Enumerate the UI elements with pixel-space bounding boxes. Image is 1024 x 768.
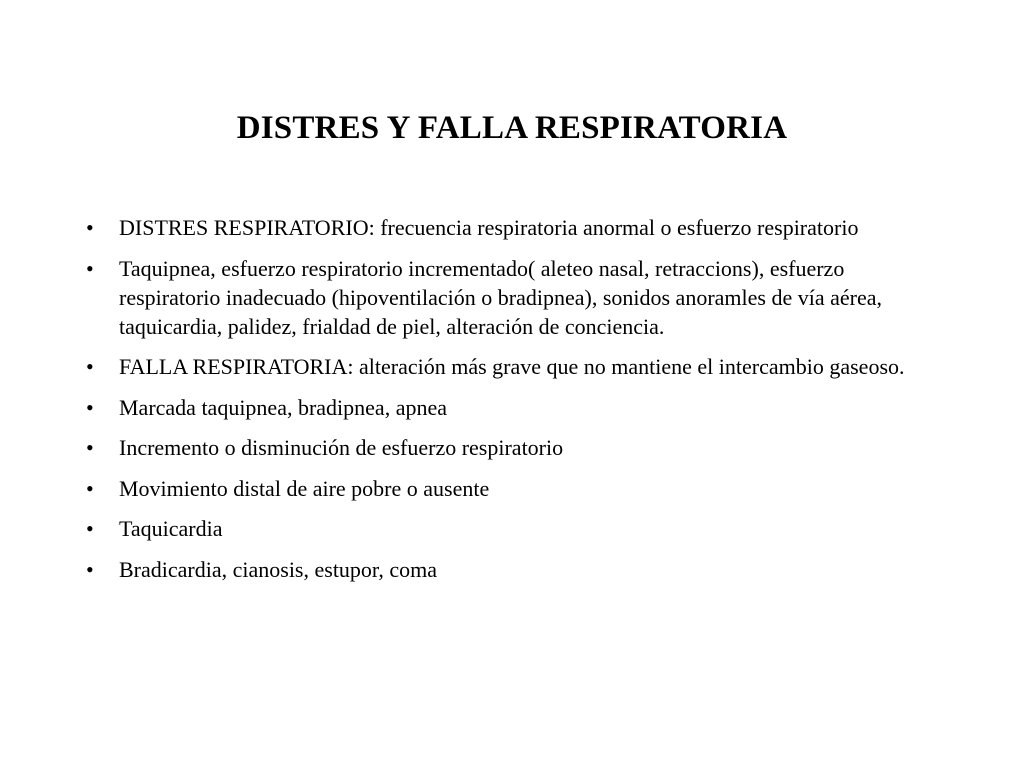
bullet-icon: • — [86, 475, 94, 501]
bullet-item — [86, 254, 906, 341]
bullet-icon: • — [86, 215, 94, 240]
bullet-item — [86, 555, 906, 584]
bullet-text: Movimiento distal de aire pobre o ausente — [119, 475, 490, 501]
bullet-icon: • — [86, 354, 94, 379]
bullet-text: Incremento o disminución de esfuerzo respiratorio — [119, 435, 564, 460]
bullet-icon: • — [86, 255, 94, 281]
bullet-text: Taquicardia — [119, 516, 223, 541]
slide-title: DISTRES Y FALLA RESPIRATORIA — [236, 110, 788, 146]
bullet-icon: • — [86, 394, 94, 420]
bullet-icon: • — [86, 556, 94, 582]
bullet-icon: • — [86, 435, 94, 460]
bullet-icon: • — [86, 516, 94, 541]
bullet-item — [86, 514, 906, 543]
bullet-item — [86, 352, 906, 381]
bullet-text: Marcada taquipnea, bradipnea, apnea — [119, 394, 447, 420]
bullet-list — [86, 213, 906, 595]
bullet-item — [86, 433, 906, 462]
bullet-text: Taquipnea, esfuerzo respiratorio incrementado( aleteo nasal, retraccions), esfuerzo respiratorio inadecuado (hipoventilación o bradipnea), sonidos anoramles de vía aérea, taquicardia, palidez, frialdad de piel, alteración de conciencia. — [119, 255, 882, 339]
bullet-text: Bradicardia, cianosis, estupor, coma — [119, 556, 438, 582]
bullet-text: DISTRES RESPIRATORIO: frecuencia respiratoria anormal o esfuerzo respiratorio — [119, 215, 859, 240]
bullet-text: FALLA RESPIRATORIA: alteración más grave que no mantiene el intercambio gaseoso. — [119, 354, 905, 379]
bullet-item — [86, 474, 906, 503]
bullet-item — [86, 393, 906, 422]
bullet-item — [86, 213, 906, 242]
